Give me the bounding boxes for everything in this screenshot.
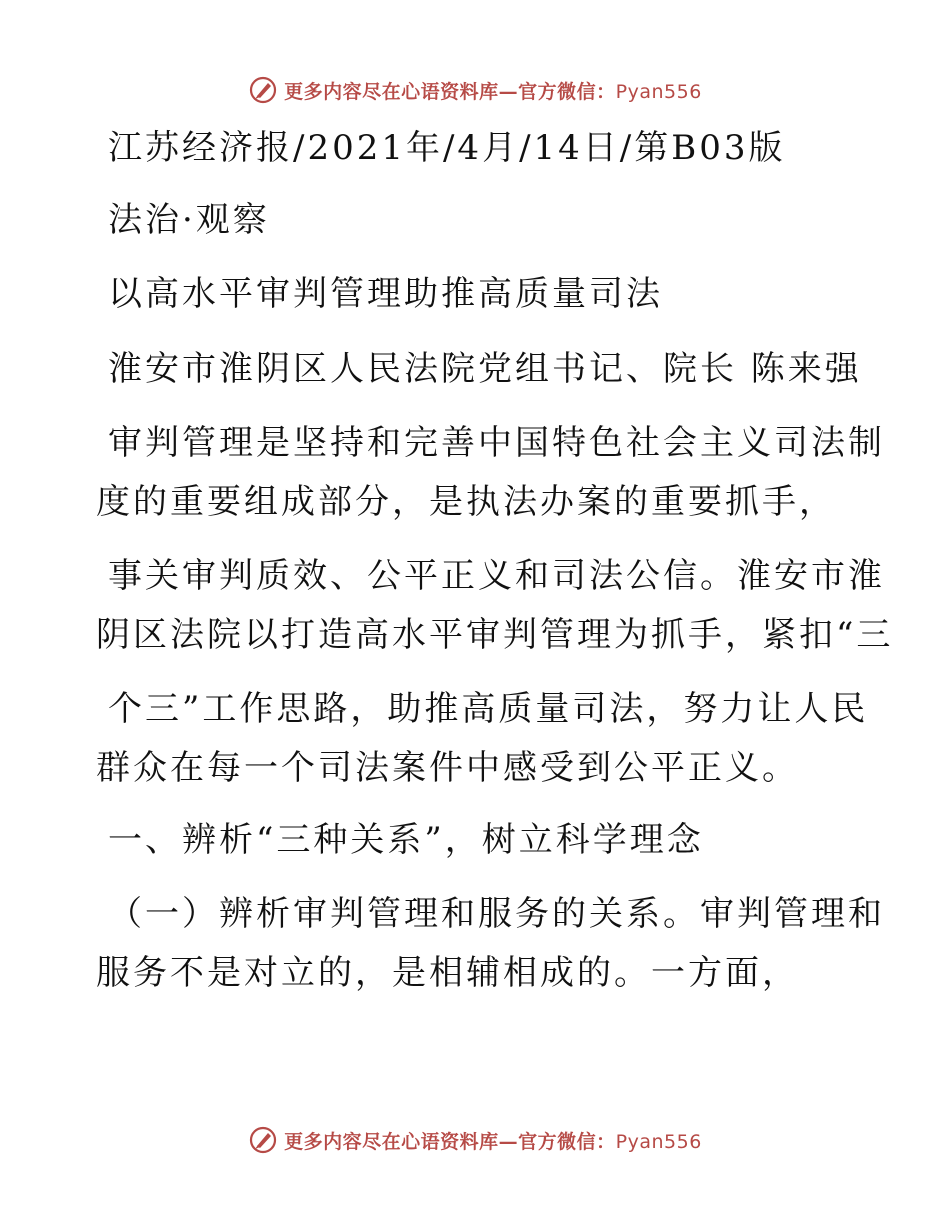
paragraph-line: 群众在每一个司法案件中感受到公平正义。 (96, 748, 799, 788)
watermark-text: 更多内容尽在心语资料库—官方微信：Pyan556 (284, 80, 702, 103)
paragraph-line: 审判管理是坚持和完善中国特色社会主义司法制 (108, 423, 885, 463)
source-line: 江苏经济报/2021年/4月/14日/第B03版 (108, 128, 786, 168)
header-watermark (0, 70, 950, 110)
article-title: 以高水平审判管理助推高质量司法 (108, 274, 663, 314)
paragraph-line: 度的重要组成部分，是执法办案的重要抓手， (96, 482, 836, 522)
quill-pen-logo-icon (248, 1125, 278, 1155)
wechat-id: Pyan556 (615, 80, 702, 103)
quill-pen-logo-icon (248, 75, 278, 105)
paragraph-line: 个三”工作思路，助推高质量司法，努力让人民 (108, 689, 869, 729)
paragraph-line: 事关审判质效、公平正义和司法公信。淮安市淮 (108, 556, 885, 596)
wechat-id: Pyan556 (615, 1130, 702, 1153)
footer-watermark (0, 1120, 950, 1160)
paragraph-line: 阴区法院以打造高水平审判管理为抓手，紧扣“三 (96, 615, 894, 655)
section-heading: 一、辨析“三种关系”，树立科学理念 (108, 820, 704, 860)
column-label: 法治·观察 (108, 200, 270, 240)
watermark-text: 更多内容尽在心语资料库—官方微信：Pyan556 (284, 1130, 702, 1153)
paragraph-line: 服务不是对立的，是相辅相成的。一方面， (96, 953, 799, 993)
byline: 淮安市淮阴区人民法院党组书记、院长 陈来强 (108, 349, 862, 389)
paragraph-line: （一）辨析审判管理和服务的关系。审判管理和 (108, 894, 885, 934)
